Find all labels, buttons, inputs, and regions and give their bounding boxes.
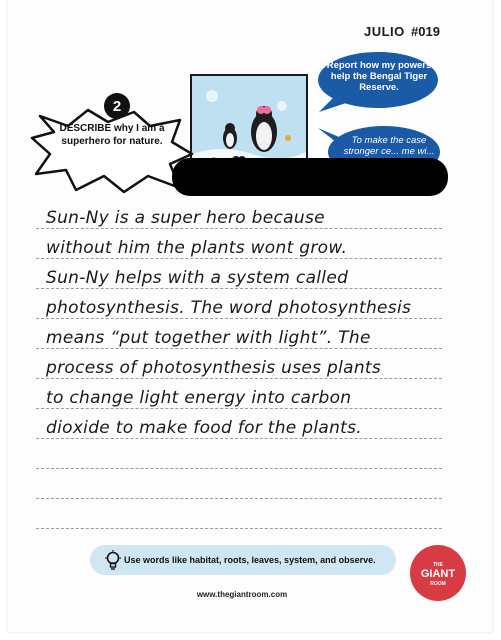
step-number-badge: 2: [104, 93, 130, 119]
describe-burst-shape: [30, 108, 194, 194]
handwritten-line: means “put together with light”. The: [46, 328, 371, 348]
handwritten-line: Sun-Ny helps with a system called: [46, 268, 349, 288]
writing-line: [36, 348, 442, 349]
handwritten-line: Sun-Ny is a super hero because: [46, 208, 325, 228]
handwritten-line: dioxide to make food for the plants.: [46, 418, 363, 438]
writing-line: [36, 228, 442, 229]
tip-banner: [90, 545, 396, 575]
logo-line-2: GIANT: [420, 568, 456, 580]
student-name: JULIO: [364, 24, 405, 39]
writing-line: [36, 378, 442, 379]
giant-room-logo: [410, 545, 466, 601]
tip-text: Use words like habitat, roots, leaves, system, and observe.: [124, 555, 376, 565]
redaction-bar: [172, 158, 448, 196]
handwritten-line: process of photosynthesis uses plants: [46, 358, 382, 378]
report-bubble-text: Report how my powers help the Bengal Tiger Reserve.: [326, 60, 432, 93]
logo-line-1: THE: [433, 562, 443, 568]
writing-line: [36, 258, 442, 259]
case-bubble-text: To make the case stronger ce... me wi...: [343, 135, 435, 157]
handwritten-line: to change light energy into carbon: [46, 388, 352, 408]
describe-prompt: DESCRIBE why I am a superhero for nature.: [59, 123, 165, 147]
writing-line: [36, 438, 442, 439]
page-number: #019: [411, 24, 440, 39]
writing-line: [36, 528, 442, 529]
writing-line: [36, 288, 442, 289]
writing-line: [36, 468, 442, 469]
writing-line: [36, 498, 442, 499]
handwritten-line: photosynthesis. The word photosynthesis: [46, 298, 412, 318]
lightbulb-icon: [104, 550, 122, 572]
writing-line: [36, 318, 442, 319]
handwritten-line: without him the plants wont grow.: [46, 238, 348, 258]
logo-line-3: ROOM: [430, 581, 446, 587]
footer-url: www.thegiantroom.com: [196, 590, 288, 599]
writing-line: [36, 408, 442, 409]
